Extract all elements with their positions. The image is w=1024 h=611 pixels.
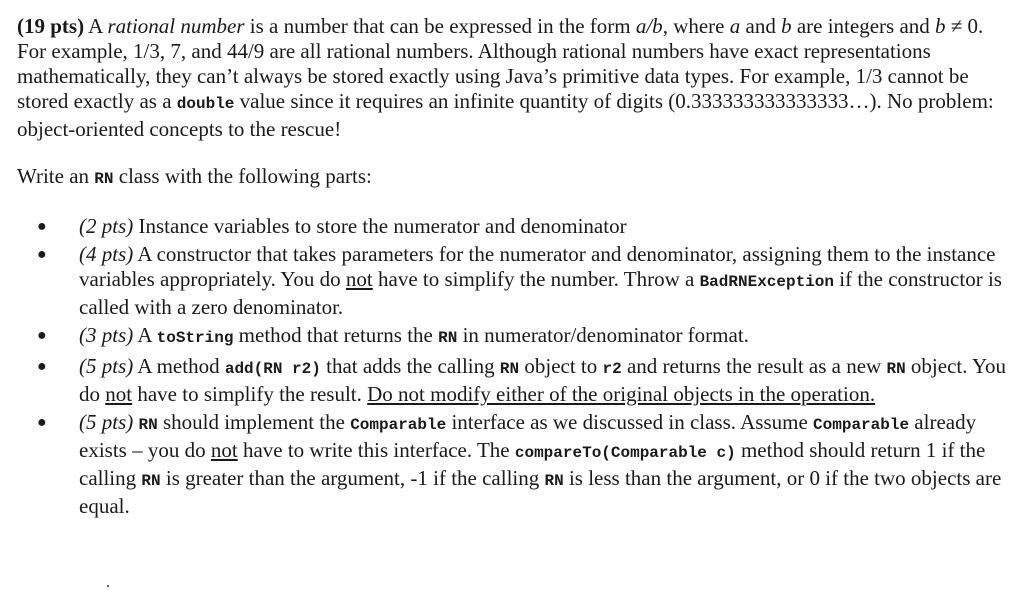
code-tostring: toString	[156, 329, 234, 347]
code-double: double	[176, 95, 235, 113]
item-points: (5 pts)	[79, 354, 134, 378]
problem-intro-paragraph: (19 pts) A rational number is a number that can be expressed in the form a/b, where a and b are integers and b ≠ 0. For example, 1/3, 7, and 44/9 are all rational numbers. Although rational numbers have exact representations mathematically, they can’t always be stored exactly using Java’s primitive data types. For example, 1/3 cannot be stored exactly as a double value since it requires an infinite quantity of digits (0.333333333333333…). No problem: object-oriented concepts to the rescue!	[17, 14, 994, 141]
list-item: ● (4 pts) A constructor that takes parameters for the numerator and denominator, assigning them to the instance variables appropriately. You do not have to simplify the number. Throw a BadRNException if the constructor is called with a zero denominator.	[37, 242, 1002, 319]
list-item: ● (5 pts) A method add(RN r2) that adds the calling RN object to r2 and returns the result as a new RN object. You do not have to simplify the result. Do not modify either of the original objects in the operation.	[37, 354, 1007, 406]
total-points: (19 pts)	[17, 14, 85, 38]
parts-list	[17, 214, 1012, 519]
code-bad-rn-exception: BadRNException	[699, 273, 834, 291]
item-points: (5 pts)	[79, 410, 134, 434]
list-item: ● (3 pts) A toString method that returns the RN in numerator/denominator format.	[37, 323, 749, 347]
problem-document	[17, 14, 1012, 522]
bullet-icon: ●	[37, 414, 47, 431]
item-points: (3 pts)	[79, 323, 134, 347]
bullet-icon: ●	[37, 246, 47, 263]
scan-speck	[107, 585, 109, 587]
code-compareto-method: compareTo(Comparable c)	[514, 444, 736, 462]
code-comparable: Comparable	[350, 416, 447, 434]
item-points: (4 pts)	[79, 242, 134, 266]
code-add-method: add(RN r2)	[224, 360, 321, 378]
item-points: (2 pts)	[79, 214, 134, 238]
task-lead-sentence: Write an RN class with the following parts:	[17, 164, 372, 188]
bullet-icon: ●	[37, 327, 47, 344]
code-rn: RN	[94, 170, 114, 188]
term-rational-number: rational number	[107, 14, 245, 38]
bullet-icon: ●	[37, 358, 47, 375]
list-item: ● (5 pts) RN should implement the Comparable interface as we discussed in class. Assume Comparable already exists – you do not have to write this interface. The compareTo(Comparable c) method should return 1 if the calling RN is greater than the argument, -1 if the calling RN is less than the argument, or 0 if the two objects are equal.	[37, 410, 1002, 518]
bullet-icon: ●	[37, 218, 47, 235]
list-item: ● (2 pts) Instance variables to store the numerator and denominator	[37, 214, 627, 238]
